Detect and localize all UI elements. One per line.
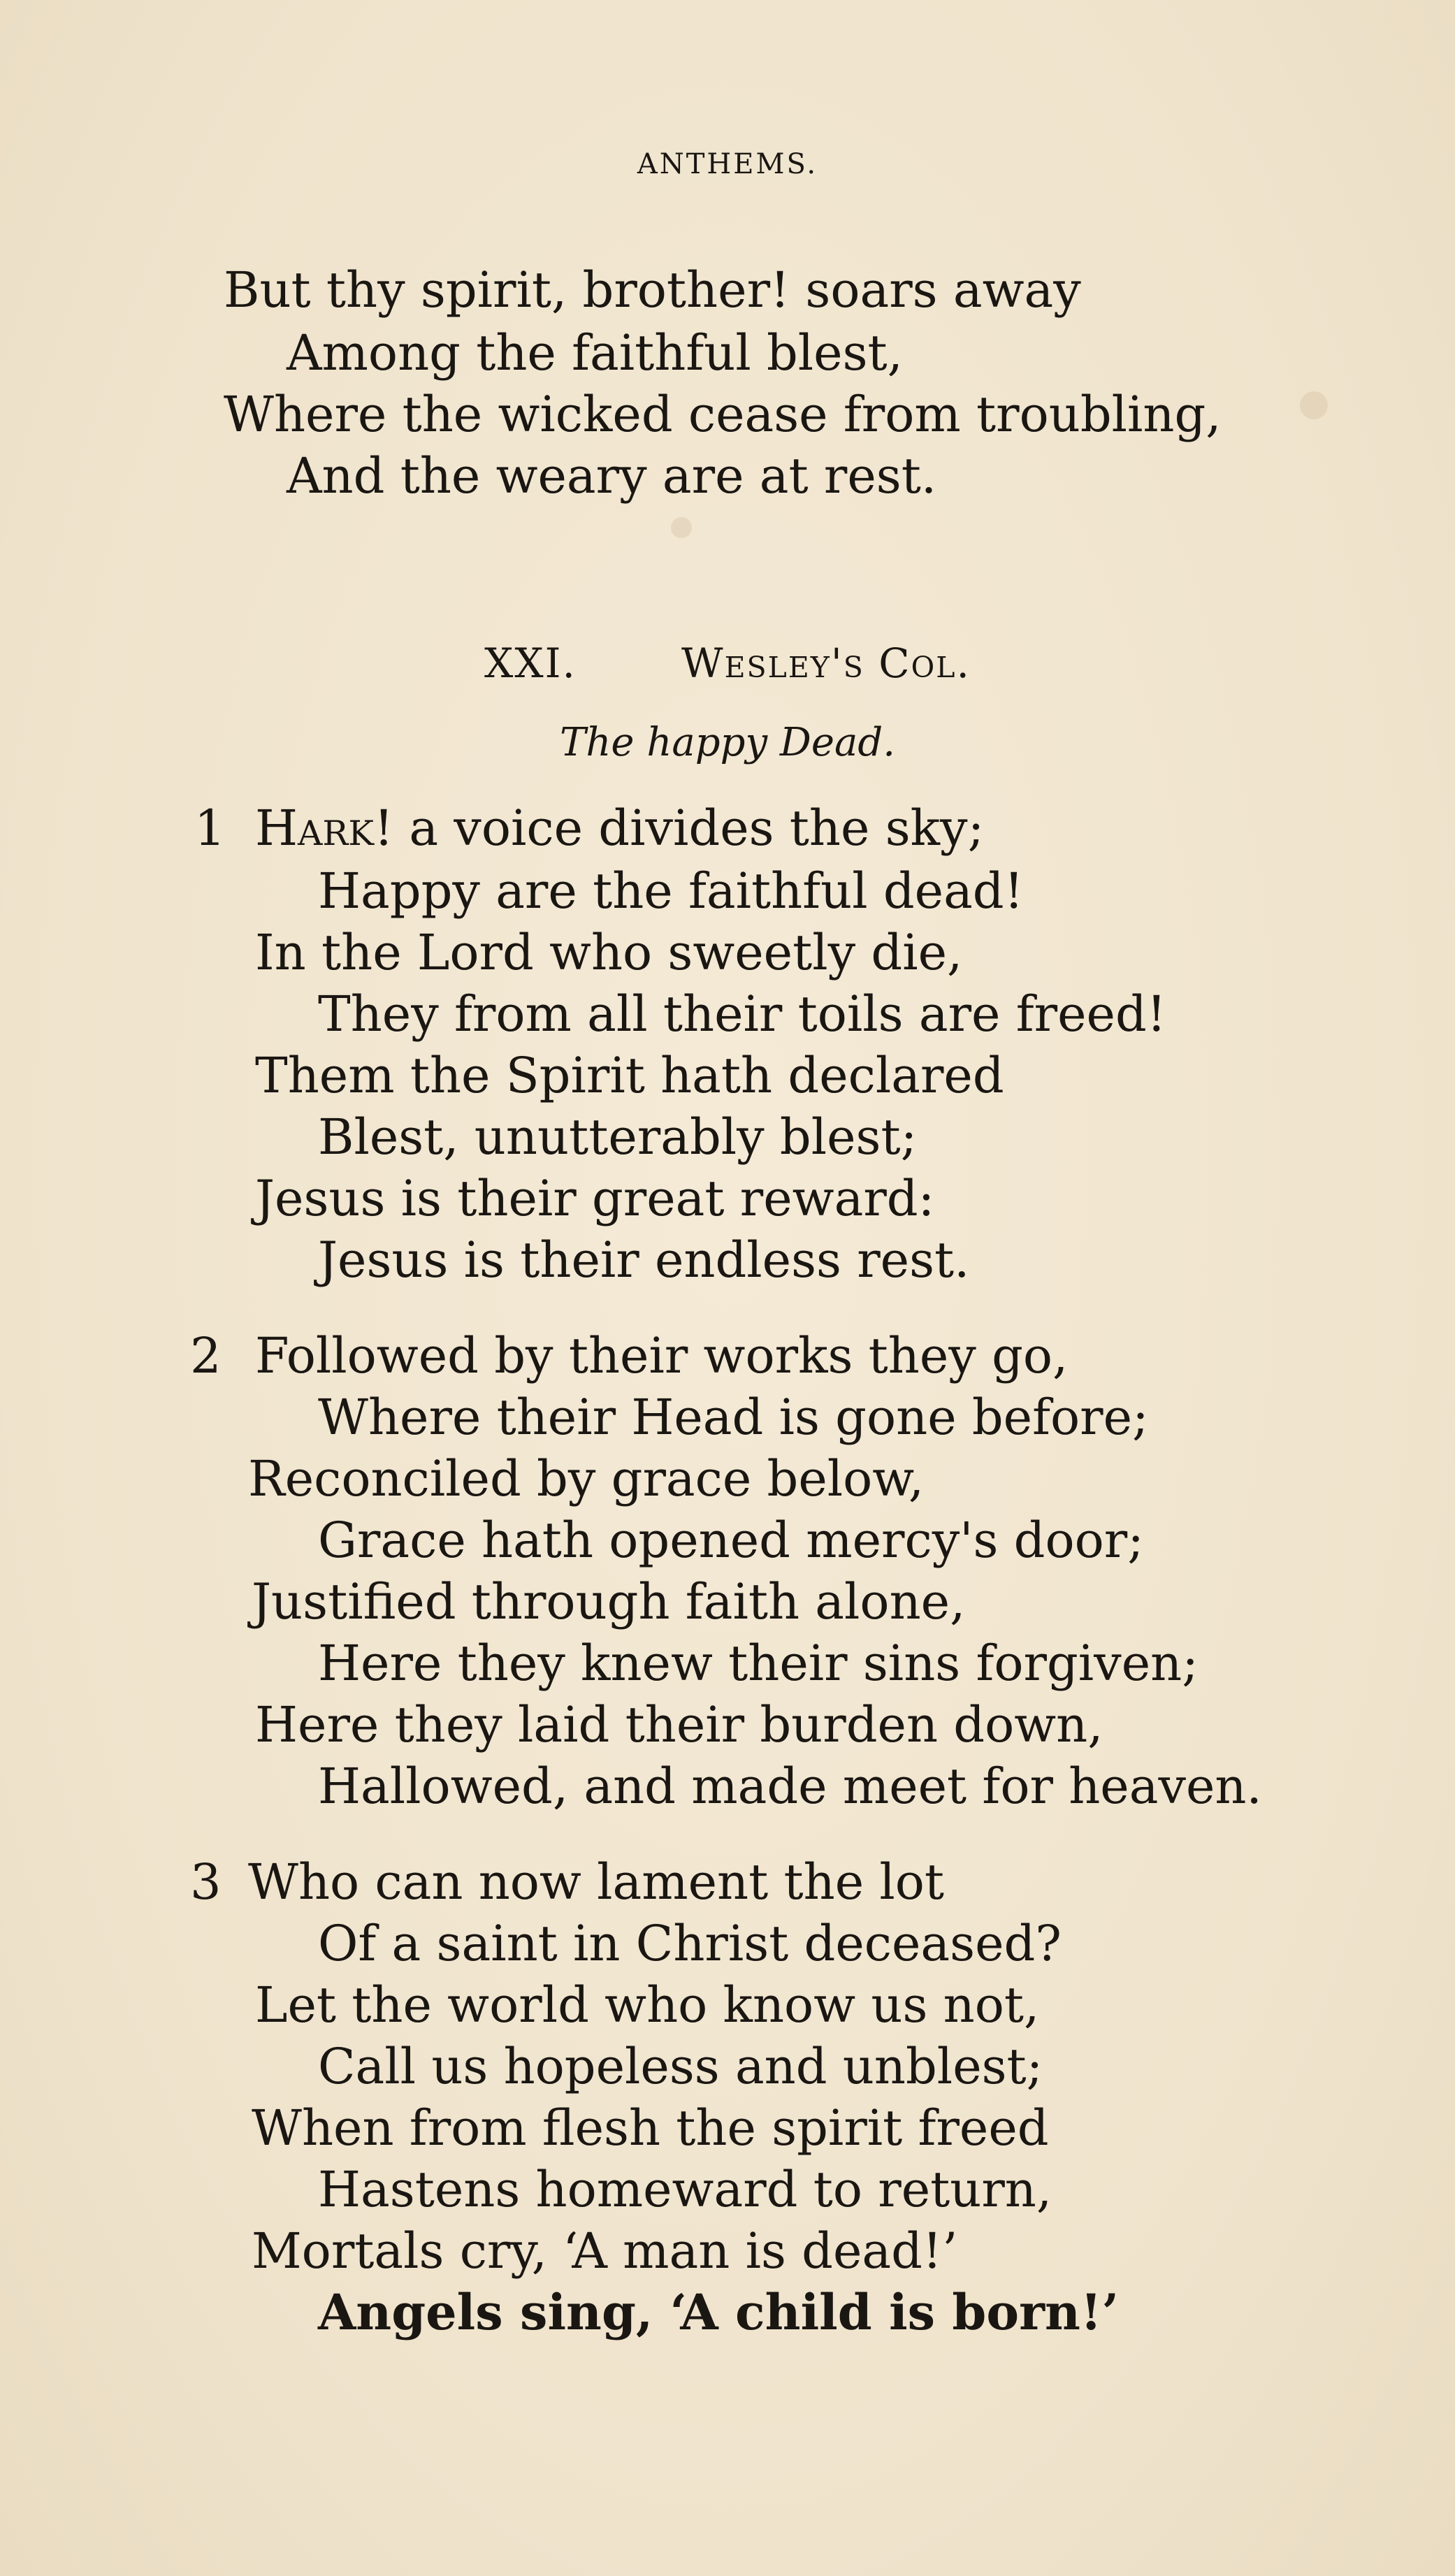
poem-line: Among the faithful blest,: [287, 324, 903, 382]
foxing-spot: [1300, 391, 1328, 419]
poem-line: Justified through faith alone,: [252, 1573, 966, 1630]
hymn-number: XXI.: [484, 639, 577, 687]
running-head: ANTHEMS.: [637, 148, 818, 180]
first-word: Hark: [255, 799, 374, 857]
verse-number: 3: [190, 1853, 222, 1911]
hymn-heading: [0, 639, 1455, 687]
poem-line: They from all their toils are freed!: [318, 985, 1166, 1043]
poem-line: Them the Spirit hath declared: [255, 1047, 1004, 1104]
poem-line: Here they knew their sins forgiven;: [318, 1635, 1199, 1692]
hymn-title: The happy Dead.: [559, 720, 896, 765]
poem-line: And the weary are at rest.: [287, 447, 937, 505]
poem-line: Let the world who know us not,: [255, 1976, 1040, 2034]
hymn-source: Wesley's Col.: [681, 639, 971, 687]
poem-line: In the Lord who sweetly die,: [255, 924, 963, 981]
poem-line: Reconciled by grace below,: [248, 1450, 925, 1507]
poem-line: But thy spirit, brother! soars away: [224, 261, 1081, 319]
verse-number: 2: [190, 1327, 222, 1384]
poem-line: Call us hopeless and unblest;: [318, 2038, 1043, 2095]
foxing-spot: [671, 517, 692, 538]
poem-line: Jesus is their endless rest.: [318, 1231, 970, 1289]
poem-line: Here they laid their burden down,: [255, 1696, 1103, 1753]
poem-line: Happy are the faithful dead!: [318, 862, 1024, 920]
poem-line: Jesus is their great reward:: [255, 1170, 935, 1227]
poem-line: Blest, unutterably blest;: [318, 1108, 918, 1166]
verse-number: 1: [194, 799, 226, 857]
poem-line: Hastens homeward to return,: [318, 2161, 1052, 2218]
poem-line: Where the wicked cease from troubling,: [224, 386, 1222, 443]
poem-line: Followed by their works they go,: [255, 1327, 1069, 1384]
poem-line: Angels sing, ‘A child is born!’: [318, 2283, 1119, 2341]
poem-line: Hallowed, and made meet for heaven.: [318, 1758, 1262, 1815]
poem-line: Mortals cry, ‘A man is dead!’: [252, 2222, 958, 2280]
poem-line: When from flesh the spirit freed: [252, 2099, 1049, 2157]
poem-line: Grace hath opened mercy's door;: [318, 1512, 1144, 1569]
poem-line: Hark! a voice divides the sky;: [255, 799, 985, 857]
poem-line: Of a saint in Christ deceased?: [318, 1915, 1062, 1972]
poem-line: Who can now lament the lot: [248, 1853, 945, 1911]
poem-line: Where their Head is gone before;: [318, 1389, 1149, 1446]
